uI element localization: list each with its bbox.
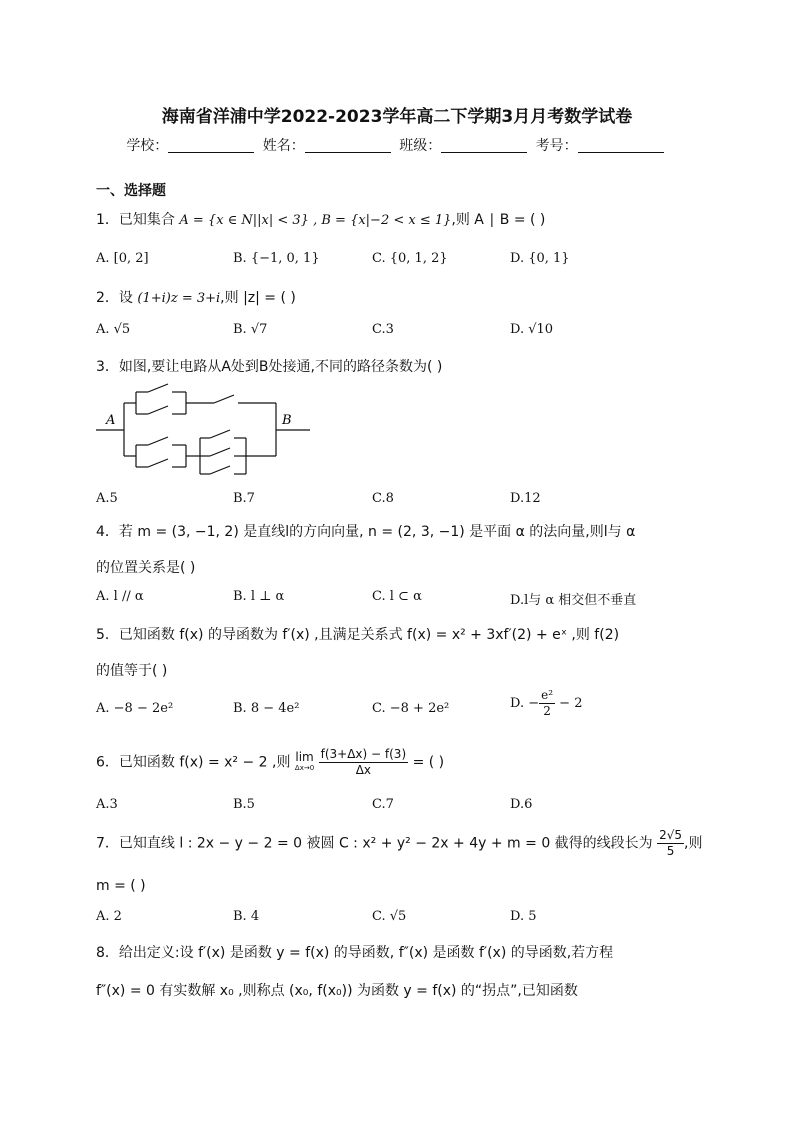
- q2-option-d: D. √10: [510, 322, 554, 337]
- q3-option-d: D.12: [510, 491, 541, 506]
- class-label: 班级：: [399, 138, 442, 154]
- q7-fraction: [657, 828, 684, 859]
- section-title: 一、选择题: [96, 183, 166, 199]
- q2-prefix: 2．设: [96, 290, 133, 306]
- q5-option-d-num: e²: [541, 688, 554, 702]
- switch-bottom-3: [210, 430, 230, 438]
- q3-option-a: A.5: [96, 491, 118, 506]
- q5-option-a: A. −8 − 2e²: [96, 701, 174, 716]
- q5-option-d: [510, 688, 582, 719]
- q7-prefix: 7．已知直线 l : 2x − y − 2 = 0 被圆 C : x² + y² − 2x + 4y + m = 0 截得的线段长为: [96, 835, 653, 852]
- school-label: 学校：: [126, 138, 169, 154]
- q3-option-b: B.7: [233, 491, 255, 506]
- q7-option-c: C. √5: [372, 909, 407, 924]
- q4-option-c: C. l ⊂ α: [372, 589, 422, 604]
- switch-top-1: [148, 384, 168, 392]
- class-blank: [441, 138, 527, 153]
- circuit-diagram: [96, 378, 316, 478]
- q6-suffix: = ( ): [408, 754, 445, 771]
- q1-suffix: ,则 A ∣ B = ( ): [451, 212, 546, 228]
- q2-math: (1+i)z = 3+i: [137, 291, 221, 306]
- q6-fraction: [319, 747, 409, 778]
- question-5-line-2: 的值等于( ): [96, 663, 168, 679]
- question-4-line-1: 4．若 m = (3, −1, 2) 是直线l的方向向量, n = (2, 3, −1) 是平面 α 的法向量,则l与 α: [96, 524, 636, 540]
- q6-lim-sub: Δx→0: [294, 763, 315, 772]
- q5-option-d-fraction: [539, 688, 555, 719]
- q3-option-c: C.8: [372, 491, 394, 506]
- q7-num: 2√5: [659, 828, 683, 842]
- q1-option-c: C. {0, 1, 2}: [372, 251, 448, 266]
- q4-option-b: B. l ⊥ α: [233, 589, 285, 604]
- q7-option-d: D. 5: [510, 909, 537, 924]
- q6-den: Δx: [355, 763, 372, 777]
- school-blank: [168, 138, 254, 153]
- question-4-line-2: 的位置关系是( ): [96, 560, 196, 576]
- number-label: 考号：: [535, 138, 578, 154]
- q4-option-d: D.l与 α 相交但不垂直: [510, 593, 637, 608]
- switch-bottom-1: [148, 437, 168, 445]
- switch-top-2: [148, 406, 168, 414]
- question-8-line-1: 8．给出定义:设 f′(x) 是函数 y = f(x) 的导函数, f″(x) 是函数 f′(x) 的导函数,若方程: [96, 945, 614, 961]
- q6-num: f(3+Δx) − f(3): [320, 747, 407, 761]
- q4-option-a: A. l // α: [96, 589, 144, 604]
- q1-math: A = {x ∈ N||x| < 3} , B = {x|−2 < x ≤ 1}: [179, 213, 452, 228]
- name-blank: [305, 138, 391, 153]
- question-6: [96, 747, 444, 778]
- question-3: 3．如图,要让电路从A处到B处接通,不同的路径条数为( ): [96, 359, 443, 375]
- q5-option-d-prefix: D. −: [510, 696, 540, 711]
- q6-prefix: 6．已知函数 f(x) = x² − 2 ,则: [96, 754, 291, 771]
- q7-option-b: B. 4: [233, 909, 260, 924]
- q2-suffix: ,则 |z| = ( ): [220, 290, 296, 306]
- q7-option-a: A. 2: [96, 909, 122, 924]
- q2-option-c: C.3: [372, 322, 394, 337]
- q6-option-d: D.6: [510, 797, 533, 812]
- question-8-line-2: f″(x) = 0 有实数解 x₀ ,则称点 (x₀, f(x₀)) 为函数 y = f(x) 的“拐点”,已知函数: [96, 983, 578, 999]
- q5-option-c: C. −8 + 2e²: [372, 701, 450, 716]
- switch-bottom-2: [148, 459, 168, 467]
- question-7-line-2: m = ( ): [96, 878, 146, 894]
- switch-bottom-4: [210, 448, 230, 456]
- q6-option-b: B.5: [233, 797, 255, 812]
- q6-option-a: A.3: [96, 797, 118, 812]
- question-5-line-1: 5．已知函数 f(x) 的导函数为 f′(x) ,且满足关系式 f(x) = x² + 3xf′(2) + eˣ ,则 f(2): [96, 627, 620, 643]
- q6-lim-word: lim: [295, 749, 314, 764]
- name-label: 姓名：: [262, 138, 305, 154]
- switch-top-3: [214, 395, 234, 403]
- question-2: [96, 287, 296, 307]
- number-blank: [578, 138, 664, 153]
- q1-option-a: A. [0, 2]: [96, 251, 149, 266]
- student-info-row: [0, 135, 794, 155]
- question-1: [96, 209, 545, 229]
- exam-title: 海南省洋浦中学2022-2023学年高二下学期3月月考数学试卷: [161, 107, 633, 127]
- q6-limit: [294, 749, 315, 774]
- q1-prefix: 1．已知集合: [96, 212, 175, 228]
- q2-option-b: B. √7: [233, 322, 268, 337]
- q5-option-d-den: 2: [543, 704, 551, 718]
- q7-den: 5: [666, 844, 675, 858]
- q1-option-b: B. {−1, 0, 1}: [233, 251, 320, 266]
- question-7-line-1: [96, 828, 703, 859]
- q5-option-d-suffix: − 2: [555, 696, 583, 711]
- switch-bottom-5: [210, 466, 230, 474]
- circuit-label-b: B: [282, 413, 292, 428]
- q6-option-c: C.7: [372, 797, 394, 812]
- circuit-label-a: A: [106, 413, 116, 428]
- q2-option-a: A. √5: [96, 322, 131, 337]
- q5-option-b: B. 8 − 4e²: [233, 701, 300, 716]
- q1-option-d: D. {0, 1}: [510, 251, 570, 266]
- q7-suffix: ,则: [684, 835, 703, 852]
